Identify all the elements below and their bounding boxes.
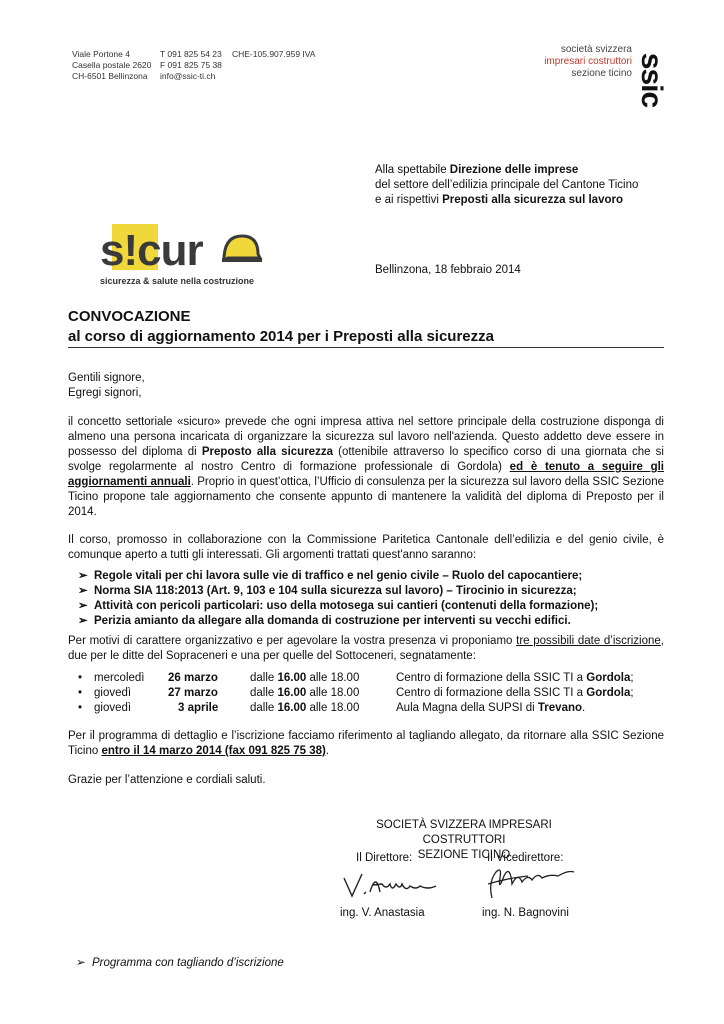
signature-anastasia xyxy=(340,868,450,902)
title-divider xyxy=(68,347,664,348)
list-item: ➢ Perizia amianto da allegare alla domanda di costruzione per interventi su vecchi edifici. xyxy=(78,615,571,627)
date-place: Bellinzona, 18 febbraio 2014 xyxy=(375,264,521,276)
signature-org: SOCIETÀ SVIZZERA IMPRESARI COSTRUTTORI SEZIONE TICINO xyxy=(376,819,552,861)
letterhead-address: Viale Portone 4 Casella postale 2620 CH-6501 Bellinzona xyxy=(72,49,152,81)
arrow-bullet-icon: ➢ xyxy=(78,585,88,597)
ssic-org-name: società svizzera impresari costruttori sezione ticino xyxy=(544,44,632,79)
arrow-bullet-icon: ➢ xyxy=(78,570,88,582)
table-row: • giovedì 27 marzo dalle 16.00 alle 18.00 Centro di formazione della SSIC TI a Gordola; xyxy=(78,687,634,699)
attachment-note: ➢ Programma con tagliando d’iscrizione xyxy=(76,957,284,969)
list-item: ➢ Attività con pericoli particolari: uso della motosega sui cantieri (contenuti della formazione); xyxy=(78,600,599,612)
topics-list xyxy=(78,569,670,629)
letterhead-vat: CHE-105.907.959 IVA xyxy=(232,49,316,59)
role-director: Il Direttore: xyxy=(356,852,413,864)
sicuro-tagline: sicurezza & salute nella costruzione xyxy=(100,276,255,286)
sicuro-wordmark: s!cur xyxy=(100,226,203,275)
page-title: CONVOCAZIONE al corso di aggiornamento 2014 per i Preposti alla sicurezza xyxy=(68,308,494,345)
name-bagnovini: ing. N. Bagnovini xyxy=(482,907,569,919)
ssic-logo: ssic xyxy=(635,52,668,108)
role-vice-director: Il Vicedirettore: xyxy=(487,852,564,864)
hard-hat-icon xyxy=(220,230,262,266)
sicuro-logo xyxy=(70,220,270,292)
closing: Grazie per l’attenzione e cordiali saluti. xyxy=(68,774,266,786)
paragraph-intro: il concetto settoriale «sicuro» prevede che ogni impresa attiva nel settore principale della costruzione disponga di almeno una persona incaricata di organizzare la sicurezza sul lavoro nell'azienda. Questo addetto deve essere in possesso del diploma di Preposto alla sicurezza (ottenibile attraverso lo specifico corso di una giornata che si svolge regolarmente al nostro Centro di formazione professionale di Gordola) ed è tenuto a seguire gli aggiornamenti annuali. Proprio in quest’ottica, l’Ufficio di consulenza per la sicurezza sul lavoro della SSIC Sezione Ticino propone tale aggiornamento che consente appunto di mantenere la validità del diploma di Preposto per il 2014. xyxy=(68,416,664,518)
signature-bagnovini xyxy=(478,862,578,902)
table-row: • giovedì 3 aprile dalle 16.00 alle 18.00 Aula Magna della SUPSI di Trevano. xyxy=(78,702,586,714)
arrow-bullet-icon: ➢ xyxy=(78,615,88,627)
paragraph-course: Il corso, promosso in collaborazione con la Commissione Paritetica Cantonale dell’edilizia e del genio civile, è comunque aperto a tutti gli interessati. Gli argomenti trattati quest'anno saranno: xyxy=(68,534,664,561)
bullet-dot-icon: • xyxy=(78,702,83,714)
list-item: ➢ Regole vitali per chi lavora sulle vie di traffico e nel genio civile – Ruolo del capocantiere; xyxy=(78,570,583,582)
bullet-dot-icon: • xyxy=(78,672,83,684)
arrow-bullet-icon: ➢ xyxy=(78,600,88,612)
name-anastasia: ing. V. Anastasia xyxy=(340,907,425,919)
table-row: • mercoledì 26 marzo dalle 16.00 alle 18.00 Centro di formazione della SSIC TI a Gordola; xyxy=(78,672,634,684)
recipient-block: Alla spettabile Direzione delle imprese del settore dell’edilizia principale del Cantone Ticino e ai rispettivi Preposti alla sicurezza sul lavoro xyxy=(375,164,639,206)
bullet-dot-icon: • xyxy=(78,687,83,699)
paragraph-registration: Per il programma di dettaglio e l’iscrizione facciamo riferimento al tagliando allegato, da ritornare alla SSIC Sezione Ticino entro il 14 marzo 2014 (fax 091 825 75 38). xyxy=(68,730,664,757)
dates-list xyxy=(78,671,678,716)
list-item: ➢ Norma SIA 118:2013 (Art. 9, 103 e 104 sulla sicurezza sul lavoro) – Tirocinio in sicurezza; xyxy=(78,585,577,597)
paragraph-dates-intro: Per motivi di carattere organizzativo e per agevolare la vostra presenza vi proponiamo tre possibili date d’iscrizione, due per le ditte del Sopraceneri e una per quelle del Sottoceneri, segnatamente: xyxy=(68,635,664,662)
greeting: Gentili signore, Egregi signori, xyxy=(68,372,145,399)
letterhead-contact: T 091 825 54 23 F 091 825 75 38 info@ssic-ti.ch xyxy=(160,49,222,81)
arrow-bullet-icon: ➢ xyxy=(76,957,86,969)
